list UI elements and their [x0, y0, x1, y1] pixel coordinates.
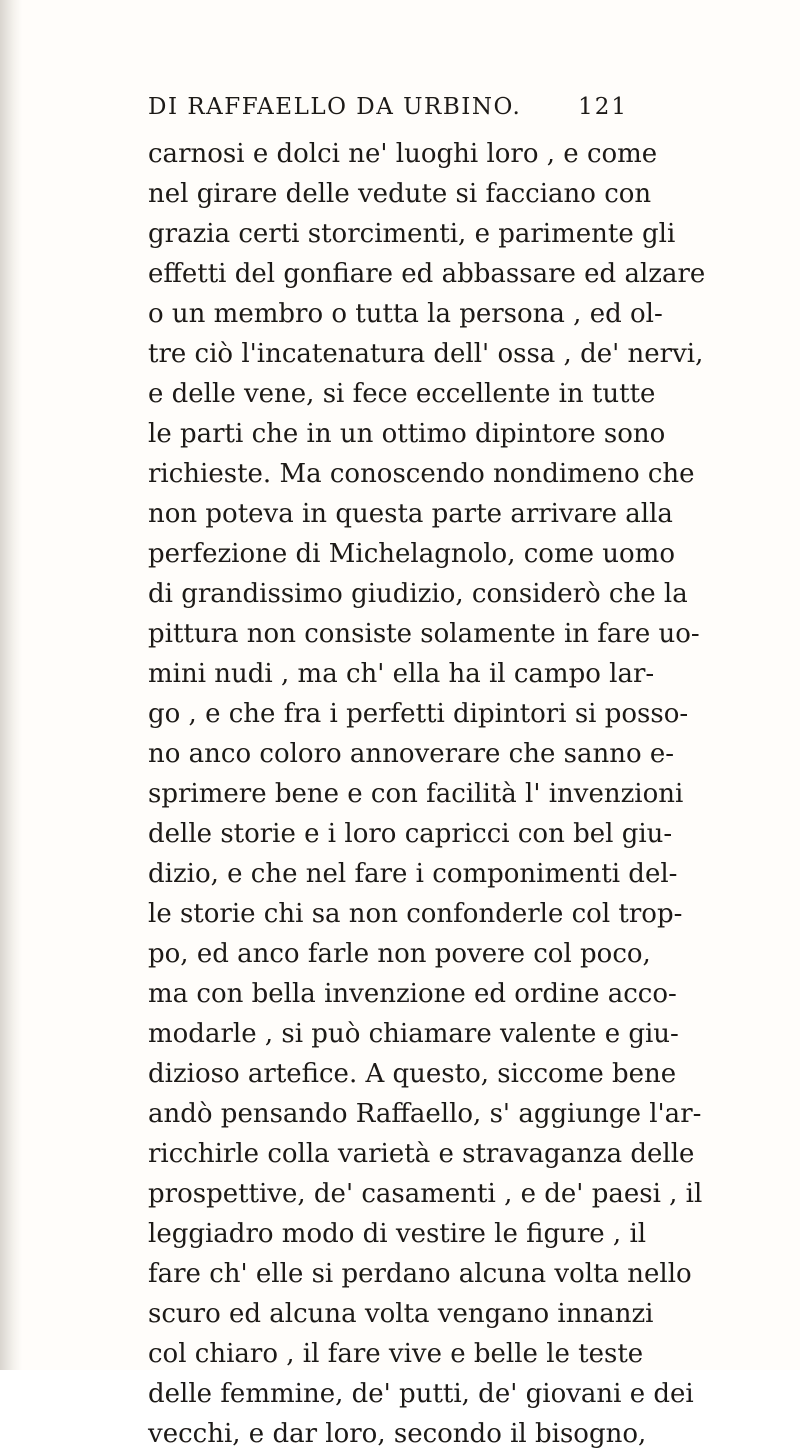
text-line: mini nudi , ma ch' ella ha il campo lar-: [148, 659, 655, 689]
text-line: carnosi e dolci ne' luoghi loro , e come: [148, 139, 658, 169]
page-gutter-shadow: [0, 0, 22, 1370]
text-line: effetti del gonfiare ed abbassare ed alzare: [148, 259, 706, 289]
text-line: pittura non consiste solamente in fare uo-: [148, 619, 700, 649]
text-line: go , e che fra i perfetti dipintori si posso-: [148, 699, 689, 729]
text-line: sprimere bene e con facilità l' invenzioni: [148, 779, 684, 809]
text-line: nel girare delle vedute si facciano con: [148, 179, 652, 209]
text-line: delle femmine, de' putti, de' giovani e dei: [148, 1379, 694, 1409]
text-line: le storie chi sa non confonderle col trop-: [148, 899, 683, 929]
text-line: modarle , si può chiamare valente e giu-: [148, 1019, 679, 1049]
text-line: o un membro o tutta la persona , ed ol-: [148, 299, 663, 329]
running-title: DI RAFFAELLO DA URBINO.: [148, 94, 522, 120]
text-line: e delle vene, si fece eccellente in tutte: [148, 379, 656, 409]
text-line: le parti che in un ottimo dipintore sono: [148, 419, 666, 449]
text-line: scuro ed alcuna volta vengano innanzi: [148, 1299, 654, 1329]
text-line: delle storie e i loro capricci con bel giu-: [148, 819, 673, 849]
text-line: ma con bella invenzione ed ordine acco-: [148, 979, 677, 1009]
text-line: leggiadro modo di vestire le figure , il: [148, 1219, 647, 1249]
text-line: prospettive, de' casamenti , e de' paesi , il: [148, 1179, 703, 1209]
text-line: grazia certi storcimenti, e parimente gli: [148, 219, 676, 249]
text-line: no anco coloro annoverare che sanno e-: [148, 739, 675, 769]
text-line: non poteva in questa parte arrivare alla: [148, 499, 673, 529]
text-line: perfezione di Michelagnolo, come uomo: [148, 539, 675, 569]
text-line: vecchi, e dar loro, secondo il bisogno,: [148, 1419, 647, 1449]
text-line: col chiaro , il fare vive e belle le teste: [148, 1339, 644, 1369]
text-line: tre ciò l'incatenatura dell' ossa , de' nervi,: [148, 339, 704, 369]
text-line: fare ch' elle si perdano alcuna volta nello: [148, 1259, 692, 1289]
text-line: richieste. Ma conoscendo nondimeno che: [148, 459, 695, 489]
text-line: di grandissimo giudizio, considerò che la: [148, 579, 688, 609]
text-line: dizio, e che nel fare i componimenti del-: [148, 859, 678, 889]
text-line: po, ed anco farle non povere col poco,: [148, 939, 651, 969]
page-number: 121: [578, 94, 628, 120]
body-text: [148, 134, 706, 1454]
text-line: dizioso artefice. A questo, siccome bene: [148, 1059, 677, 1089]
text-line: andò pensando Raffaello, s' aggiunge l'ar-: [148, 1099, 702, 1129]
text-line: ricchirle colla varietà e stravaganza delle: [148, 1139, 695, 1169]
page-header: [148, 94, 628, 128]
